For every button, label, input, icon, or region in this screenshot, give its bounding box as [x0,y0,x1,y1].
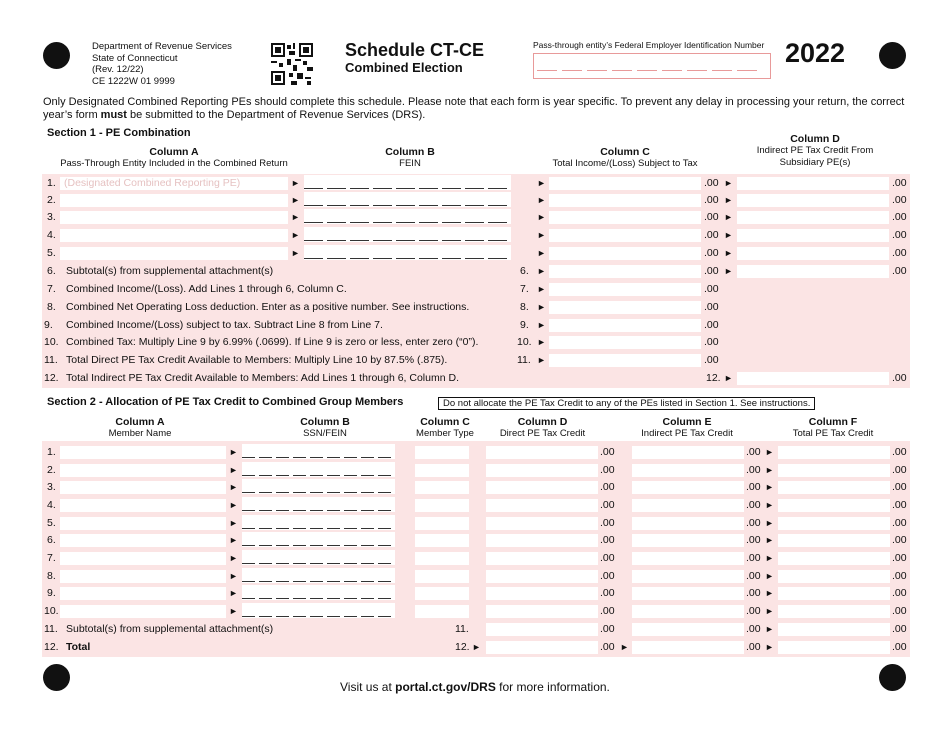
s2-colF-total-credit-input[interactable] [778,587,890,600]
arrow-icon: ► [765,535,774,545]
s1-colD-amount-input[interactable] [737,177,889,190]
arrow-icon: ► [537,195,546,205]
s2-colC-member-type-input[interactable] [415,481,469,494]
arrow-icon: ► [537,284,546,294]
s1-colA-pe-name-input[interactable] [60,211,288,224]
arrow-icon: ► [229,500,238,510]
footer-pre: Visit us at [340,680,396,694]
s1-colC-cents: .00 [704,211,719,223]
s2-colC-header [410,416,480,440]
arrow-icon: ► [537,320,546,330]
s2-colD-direct-credit-input[interactable] [486,641,598,654]
s1-line-text: Combined Net Operating Loss deduction. Enter as a positive number. See instructions. [66,301,470,313]
s2-colD-direct-credit-input[interactable] [486,605,598,618]
s2-colD-direct-credit-input[interactable] [486,587,598,600]
s2-colF-total-credit-input[interactable] [778,641,890,654]
s2-colB-ssn-fein-input[interactable] [242,462,395,477]
s2-colD-cents: .00 [600,446,615,458]
s2-colA-member-name-input[interactable] [60,464,226,477]
s1-line-amount-input[interactable] [549,354,701,367]
s2-colF-title: Column F [808,416,858,428]
s2-colC-member-type-input[interactable] [415,570,469,583]
s1-row-number: 4. [47,229,56,241]
s2-row-number: 2. [47,464,56,476]
fein-label: Pass-through entity’s Federal Employer Identification Number [533,40,765,50]
arrow-icon: ► [765,624,774,634]
s2-colF-cents: .00 [892,517,907,529]
s2-colA-sub: Member Name [108,428,172,439]
s1-line-ref: 11. [517,354,531,366]
s1-row-number: 1. [47,177,56,189]
s2-colE-indirect-credit-input[interactable] [632,517,744,530]
s2-colC-member-type-input[interactable] [415,587,469,600]
s1-row-number: 2. [47,194,56,206]
s1-colD-cents: .00 [892,194,907,206]
s1-colD-cents: .00 [892,211,907,223]
s2-colC-member-type-input[interactable] [415,499,469,512]
s2-colF-total-credit-input[interactable] [778,623,890,636]
s2-colF-total-credit-input[interactable] [778,570,890,583]
s1-colC-cents: .00 [704,229,719,241]
s2-colF-cents: .00 [892,641,907,653]
s1-colC-amount-input[interactable] [549,177,701,190]
s2-colE-indirect-credit-input[interactable] [632,587,744,600]
instr-bold: must [100,109,127,121]
s2-colE-cents: .00 [746,605,761,617]
s1-line-ref: 10. [517,336,532,348]
s1-line-ref: 12. [706,372,721,384]
qr-code-icon [271,43,313,85]
arrow-icon: ► [229,553,238,563]
s2-colB-ssn-fein-input[interactable] [242,568,395,583]
arrow-icon: ► [291,248,300,258]
s2-colB-ssn-fein-input[interactable] [242,550,395,565]
s1-colC-cents: .00 [704,247,719,259]
s2-colD-cents: .00 [600,641,615,653]
arrow-icon: ► [229,571,238,581]
s2-colD-cents: .00 [600,534,615,546]
s2-colE-cents: .00 [746,499,761,511]
s2-colB-title: Column B [300,416,350,428]
s2-colC-member-type-input[interactable] [415,534,469,547]
s1-line-amount-input[interactable] [549,265,701,278]
s2-colE-indirect-credit-input[interactable] [632,446,744,459]
s2-colD-cents: .00 [600,552,615,564]
s2-line11-text: Subtotal(s) from supplemental attachment(s) [66,623,274,635]
s2-colF-cents: .00 [892,499,907,511]
s1-line-number: 9. [44,319,53,331]
instructions-line-2 [43,109,913,122]
s2-colD-cents: .00 [600,570,615,582]
s1-colA-sub: Pass-Through Entity Included in the Combined Return [60,158,288,169]
s1-colD-amount-input[interactable] [737,211,889,224]
s2-colF-cents: .00 [892,552,907,564]
s1-colC-amount-input[interactable] [549,194,701,207]
s2-colC-member-type-input[interactable] [415,464,469,477]
arrow-icon: ► [765,447,774,457]
arrow-icon: ► [472,642,481,652]
s2-colA-header [80,416,200,440]
arrow-icon: ► [229,482,238,492]
s1-colA-placeholder: (Designated Combined Reporting PE) [64,177,241,189]
arrow-icon: ► [765,588,774,598]
arrow-icon: ► [765,465,774,475]
arrow-icon: ► [537,337,546,347]
s1-colD-sub2: Subsidiary PE(s) [779,157,851,168]
s1-line-amount-input[interactable] [549,283,701,296]
arrow-icon: ► [229,606,238,616]
s1-colC-cents: .00 [704,177,719,189]
arrow-icon: ► [537,178,546,188]
s2-colE-indirect-credit-input[interactable] [632,552,744,565]
s1-colC-cents: .00 [704,194,719,206]
s2-colA-member-name-input[interactable] [60,570,226,583]
s1-line-ref: 9. [520,319,529,331]
s2-colB-ssn-fein-input[interactable] [242,515,395,530]
form-title: Schedule CT-CE [345,40,485,60]
instructions [43,96,913,122]
s1-colD-amount-input[interactable] [737,229,889,242]
section2-title: Section 2 - Allocation of PE Tax Credit to Combined Group Members [47,396,404,408]
s2-colF-cents: .00 [892,570,907,582]
s1-colA-pe-name-input[interactable] [60,229,288,242]
s2-colD-direct-credit-input[interactable] [486,534,598,547]
s2-colE-cents: .00 [746,481,761,493]
s2-colE-indirect-credit-input[interactable] [632,570,744,583]
s2-colE-cents: .00 [746,464,761,476]
s1-colD-sub1: Indirect PE Tax Credit From [756,145,874,156]
registration-mark-bottom-right [879,664,906,691]
section2-note: Do not allocate the PE Tax Credit to any of the PEs listed in Section 1. See instructions. [438,397,815,410]
arrow-icon: ► [229,535,238,545]
s2-colE-cents: .00 [746,517,761,529]
s2-colD-cents: .00 [600,517,615,529]
s1-colA-pe-name-input[interactable] [60,177,288,190]
s1-line-cents: .00 [704,265,719,277]
s1-colB-fein-input[interactable] [304,227,511,242]
footer [340,680,610,694]
revision: (Rev. 12/22) [92,64,144,75]
s2-colE-indirect-credit-input[interactable] [632,464,744,477]
arrow-icon: ► [291,178,300,188]
arrow-icon: ► [724,373,733,383]
s2-colD-cents: .00 [600,623,615,635]
s2-line12-text: Total [66,641,91,653]
s1-colA-header [56,146,292,170]
s1-line-cents: .00 [704,301,719,313]
s2-colF-total-credit-input[interactable] [778,481,890,494]
s2-colA-member-name-input[interactable] [60,552,226,565]
s1-row-number: 3. [47,211,56,223]
s1-colC-title: Column C [600,146,650,158]
s2-colE-cents: .00 [746,570,761,582]
s1-colC-sub: Total Income/(Loss) Subject to Tax [552,158,698,169]
s1-line-cents: .00 [704,283,719,295]
s2-colD-cents: .00 [600,605,615,617]
arrow-icon: ► [765,482,774,492]
s2-colA-member-name-input[interactable] [60,605,226,618]
arrow-icon: ► [765,606,774,616]
s2-colE-indirect-credit-input[interactable] [632,641,744,654]
s1-colB-fein-input[interactable] [304,192,511,207]
instr-post: be submitted to the Department of Revenue Services (DRS). [126,109,426,121]
s1-line12-amount-input[interactable] [737,372,889,385]
s2-colF-total-credit-input[interactable] [778,552,890,565]
s2-colD-cents: .00 [600,481,615,493]
s2-colD-direct-credit-input[interactable] [486,570,598,583]
s2-colE-title: Column E [662,416,712,428]
s1-line-text: Combined Income/(Loss). Add Lines 1 through 6, Column C. [66,283,347,295]
arrow-icon: ► [229,588,238,598]
s2-colA-member-name-input[interactable] [60,499,226,512]
s1-line6-colD-input[interactable] [737,265,889,278]
instructions-line-1: Only Designated Combined Reporting PEs should complete this schedule. Please note that each form is year specific. To prevent any delay in processing your return, the correct [43,96,905,108]
s1-colB-title: Column B [385,146,435,158]
s1-line-text: Combined Income/(Loss) subject to tax. Subtract Line 8 from Line 7. [66,319,383,331]
s2-colD-cents: .00 [600,587,615,599]
arrow-icon: ► [724,195,733,205]
s2-row-number: 9. [47,587,56,599]
arrow-icon: ► [724,178,733,188]
arrow-icon: ► [229,465,238,475]
s1-line-number: 12. [44,372,59,384]
s1-line6-colD-cents: .00 [892,265,907,277]
s1-colD-cents: .00 [892,229,907,241]
s2-colF-cents: .00 [892,587,907,599]
arrow-icon: ► [537,266,546,276]
form-subtitle: Combined Election [345,60,463,75]
s1-colD-cents: .00 [892,177,907,189]
arrow-icon: ► [537,230,546,240]
s2-colD-direct-credit-input[interactable] [486,464,598,477]
arrow-icon: ► [765,518,774,528]
agency-block [92,41,232,87]
s1-colA-pe-name-input[interactable] [60,194,288,207]
s1-line-amount-input[interactable] [549,336,701,349]
s2-colE-cents: .00 [746,446,761,458]
s2-colD-sub: Direct PE Tax Credit [499,428,586,439]
s2-colF-total-credit-input[interactable] [778,517,890,530]
s1-colD-header [740,133,890,169]
s2-colE-indirect-credit-input[interactable] [632,623,744,636]
s2-colD-header [490,416,595,440]
s2-colE-cents: .00 [746,641,761,653]
s1-line-number: 10. [44,336,59,348]
s2-colE-cents: .00 [746,552,761,564]
arrow-icon: ► [291,212,300,222]
s2-colF-total-credit-input[interactable] [778,605,890,618]
s2-colA-member-name-input[interactable] [60,534,226,547]
s2-colE-cents: .00 [746,534,761,546]
s2-colB-ssn-fein-input[interactable] [242,603,395,618]
s2-colE-indirect-credit-input[interactable] [632,481,744,494]
s2-colB-ssn-fein-input[interactable] [242,585,395,600]
s2-colD-direct-credit-input[interactable] [486,552,598,565]
s2-colE-indirect-credit-input[interactable] [632,499,744,512]
footer-link[interactable]: portal.ct.gov/DRS [395,680,496,694]
s2-colE-sub: Indirect PE Tax Credit [641,428,733,439]
arrow-icon: ► [620,642,629,652]
s2-colF-sub: Total PE Tax Credit [792,428,874,439]
s2-row-number: 5. [47,517,56,529]
s1-colA-title: Column A [149,146,199,158]
s2-row-number: 10. [44,605,59,617]
s1-line-amount-input[interactable] [549,319,701,332]
s2-colC-sub: Member Type [416,428,474,439]
arrow-icon: ► [537,302,546,312]
arrow-icon: ► [537,248,546,258]
s1-colC-header [545,146,705,170]
s2-colD-direct-credit-input[interactable] [486,623,598,636]
s2-colC-member-type-input[interactable] [415,605,469,618]
s2-colF-cents: .00 [892,534,907,546]
s1-colC-amount-input[interactable] [549,247,701,260]
s2-colD-direct-credit-input[interactable] [486,446,598,459]
arrow-icon: ► [765,571,774,581]
s2-colD-title: Column D [517,416,568,428]
instr-pre: year’s form [43,109,101,121]
s2-colF-total-credit-input[interactable] [778,464,890,477]
s2-colB-ssn-fein-input[interactable] [242,444,395,459]
section1-title: Section 1 - PE Combination [47,127,191,139]
s1-row-number: 5. [47,247,56,259]
s1-colC-amount-input[interactable] [549,211,701,224]
s2-colF-total-credit-input[interactable] [778,499,890,512]
s1-line-text: Total Indirect PE Tax Credit Available to Members: Add Lines 1 through 6, Column D. [66,372,459,384]
s2-colA-title: Column A [115,416,165,428]
s1-colA-pe-name-input[interactable] [60,247,288,260]
s2-row-number: 1. [47,446,56,458]
s2-colD-cents: .00 [600,499,615,511]
s2-colC-member-type-input[interactable] [415,517,469,530]
s2-colA-member-name-input[interactable] [60,481,226,494]
s2-colB-header [270,416,380,440]
s2-colB-sub: SSN/FEIN [303,428,347,439]
s2-colD-cents: .00 [600,464,615,476]
s2-colF-cents: .00 [892,605,907,617]
s2-line12-number: 12. [44,641,59,653]
s1-line-number: 8. [47,301,56,313]
s2-colE-indirect-credit-input[interactable] [632,534,744,547]
s2-colF-cents: .00 [892,481,907,493]
arrow-icon: ► [765,500,774,510]
s2-line11-ref: 11. [455,623,469,635]
s1-line-ref: 6. [520,265,529,277]
s2-row-number: 4. [47,499,56,511]
s1-line-number: 6. [47,265,56,277]
s1-colD-amount-input[interactable] [737,194,889,207]
s1-colD-cents: .00 [892,247,907,259]
s2-line11-number: 11. [44,623,58,635]
arrow-icon: ► [765,642,774,652]
s2-colE-header [632,416,742,440]
arrow-icon: ► [229,518,238,528]
s2-colF-total-credit-input[interactable] [778,534,890,547]
s1-line-amount-input[interactable] [549,301,701,314]
arrow-icon: ► [724,266,733,276]
arrow-icon: ► [537,212,546,222]
s1-line-cents: .00 [704,354,719,366]
footer-post: for more information. [495,680,610,694]
arrow-icon: ► [765,553,774,563]
s1-colB-header [340,146,480,170]
arrow-icon: ► [291,195,300,205]
s1-line-ref: 8. [520,301,529,313]
s2-row-number: 7. [47,552,56,564]
s1-colB-fein-input[interactable] [304,245,511,260]
s2-row-number: 6. [47,534,56,546]
tax-year: 2022 [785,38,846,68]
arrow-icon: ► [229,447,238,457]
s2-line12-ref: 12. [455,641,470,653]
arrow-icon: ► [724,212,733,222]
registration-mark-bottom-left [43,664,70,691]
s2-colE-indirect-credit-input[interactable] [632,605,744,618]
pe-fein-input[interactable] [533,53,771,79]
s2-colC-member-type-input[interactable] [415,552,469,565]
s2-colF-cents: .00 [892,623,907,635]
s1-line-cents: .00 [704,336,719,348]
s2-colC-member-type-input[interactable] [415,446,469,459]
arrow-icon: ► [291,230,300,240]
s1-colB-sub: FEIN [399,158,421,169]
s1-line-number: 11. [44,354,58,366]
s1-line-text: Total Direct PE Tax Credit Available to Members: Multiply Line 10 by 87.5% (.875). [66,354,448,366]
s1-line-ref: 7. [520,283,529,295]
s1-colD-title: Column D [790,133,840,145]
registration-mark-top-right [879,42,906,69]
s2-colA-member-name-input[interactable] [60,587,226,600]
s2-colB-ssn-fein-input[interactable] [242,479,395,494]
s2-row-number: 3. [47,481,56,493]
s1-line12-cents: .00 [892,372,907,384]
s1-colB-fein-input[interactable] [304,209,511,224]
s2-colD-direct-credit-input[interactable] [486,499,598,512]
s2-colF-total-credit-input[interactable] [778,446,890,459]
agency-name: Department of Revenue Services [92,41,232,52]
s1-line-cents: .00 [704,319,719,331]
s2-row-number: 8. [47,570,56,582]
arrow-icon: ► [724,230,733,240]
form-code: CE 1222W 01 9999 [92,75,175,87]
s1-line-text: Subtotal(s) from supplemental attachment(s) [66,265,274,277]
arrow-icon: ► [537,355,546,365]
s2-colD-direct-credit-input[interactable] [486,517,598,530]
s2-colF-cents: .00 [892,464,907,476]
s2-colE-cents: .00 [746,623,761,635]
s2-colF-header [778,416,888,440]
s2-colD-direct-credit-input[interactable] [486,481,598,494]
s1-colD-amount-input[interactable] [737,247,889,260]
s2-colE-cents: .00 [746,587,761,599]
s2-colA-member-name-input[interactable] [60,446,226,459]
arrow-icon: ► [724,248,733,258]
s2-colB-ssn-fein-input[interactable] [242,532,395,547]
s1-line-text: Combined Tax: Multiply Line 9 by 6.99% (.0699). If Line 9 is zero or less, enter zero (“0”). [66,336,479,348]
s1-line-number: 7. [47,283,56,295]
s1-colB-fein-input[interactable] [304,175,511,190]
state-name: State of Connecticut [92,52,178,64]
s2-colF-cents: .00 [892,446,907,458]
s1-colC-amount-input[interactable] [549,229,701,242]
registration-mark-top-left [43,42,70,69]
s2-colA-member-name-input[interactable] [60,517,226,530]
s2-colC-title: Column C [420,416,470,428]
s2-colB-ssn-fein-input[interactable] [242,497,395,512]
